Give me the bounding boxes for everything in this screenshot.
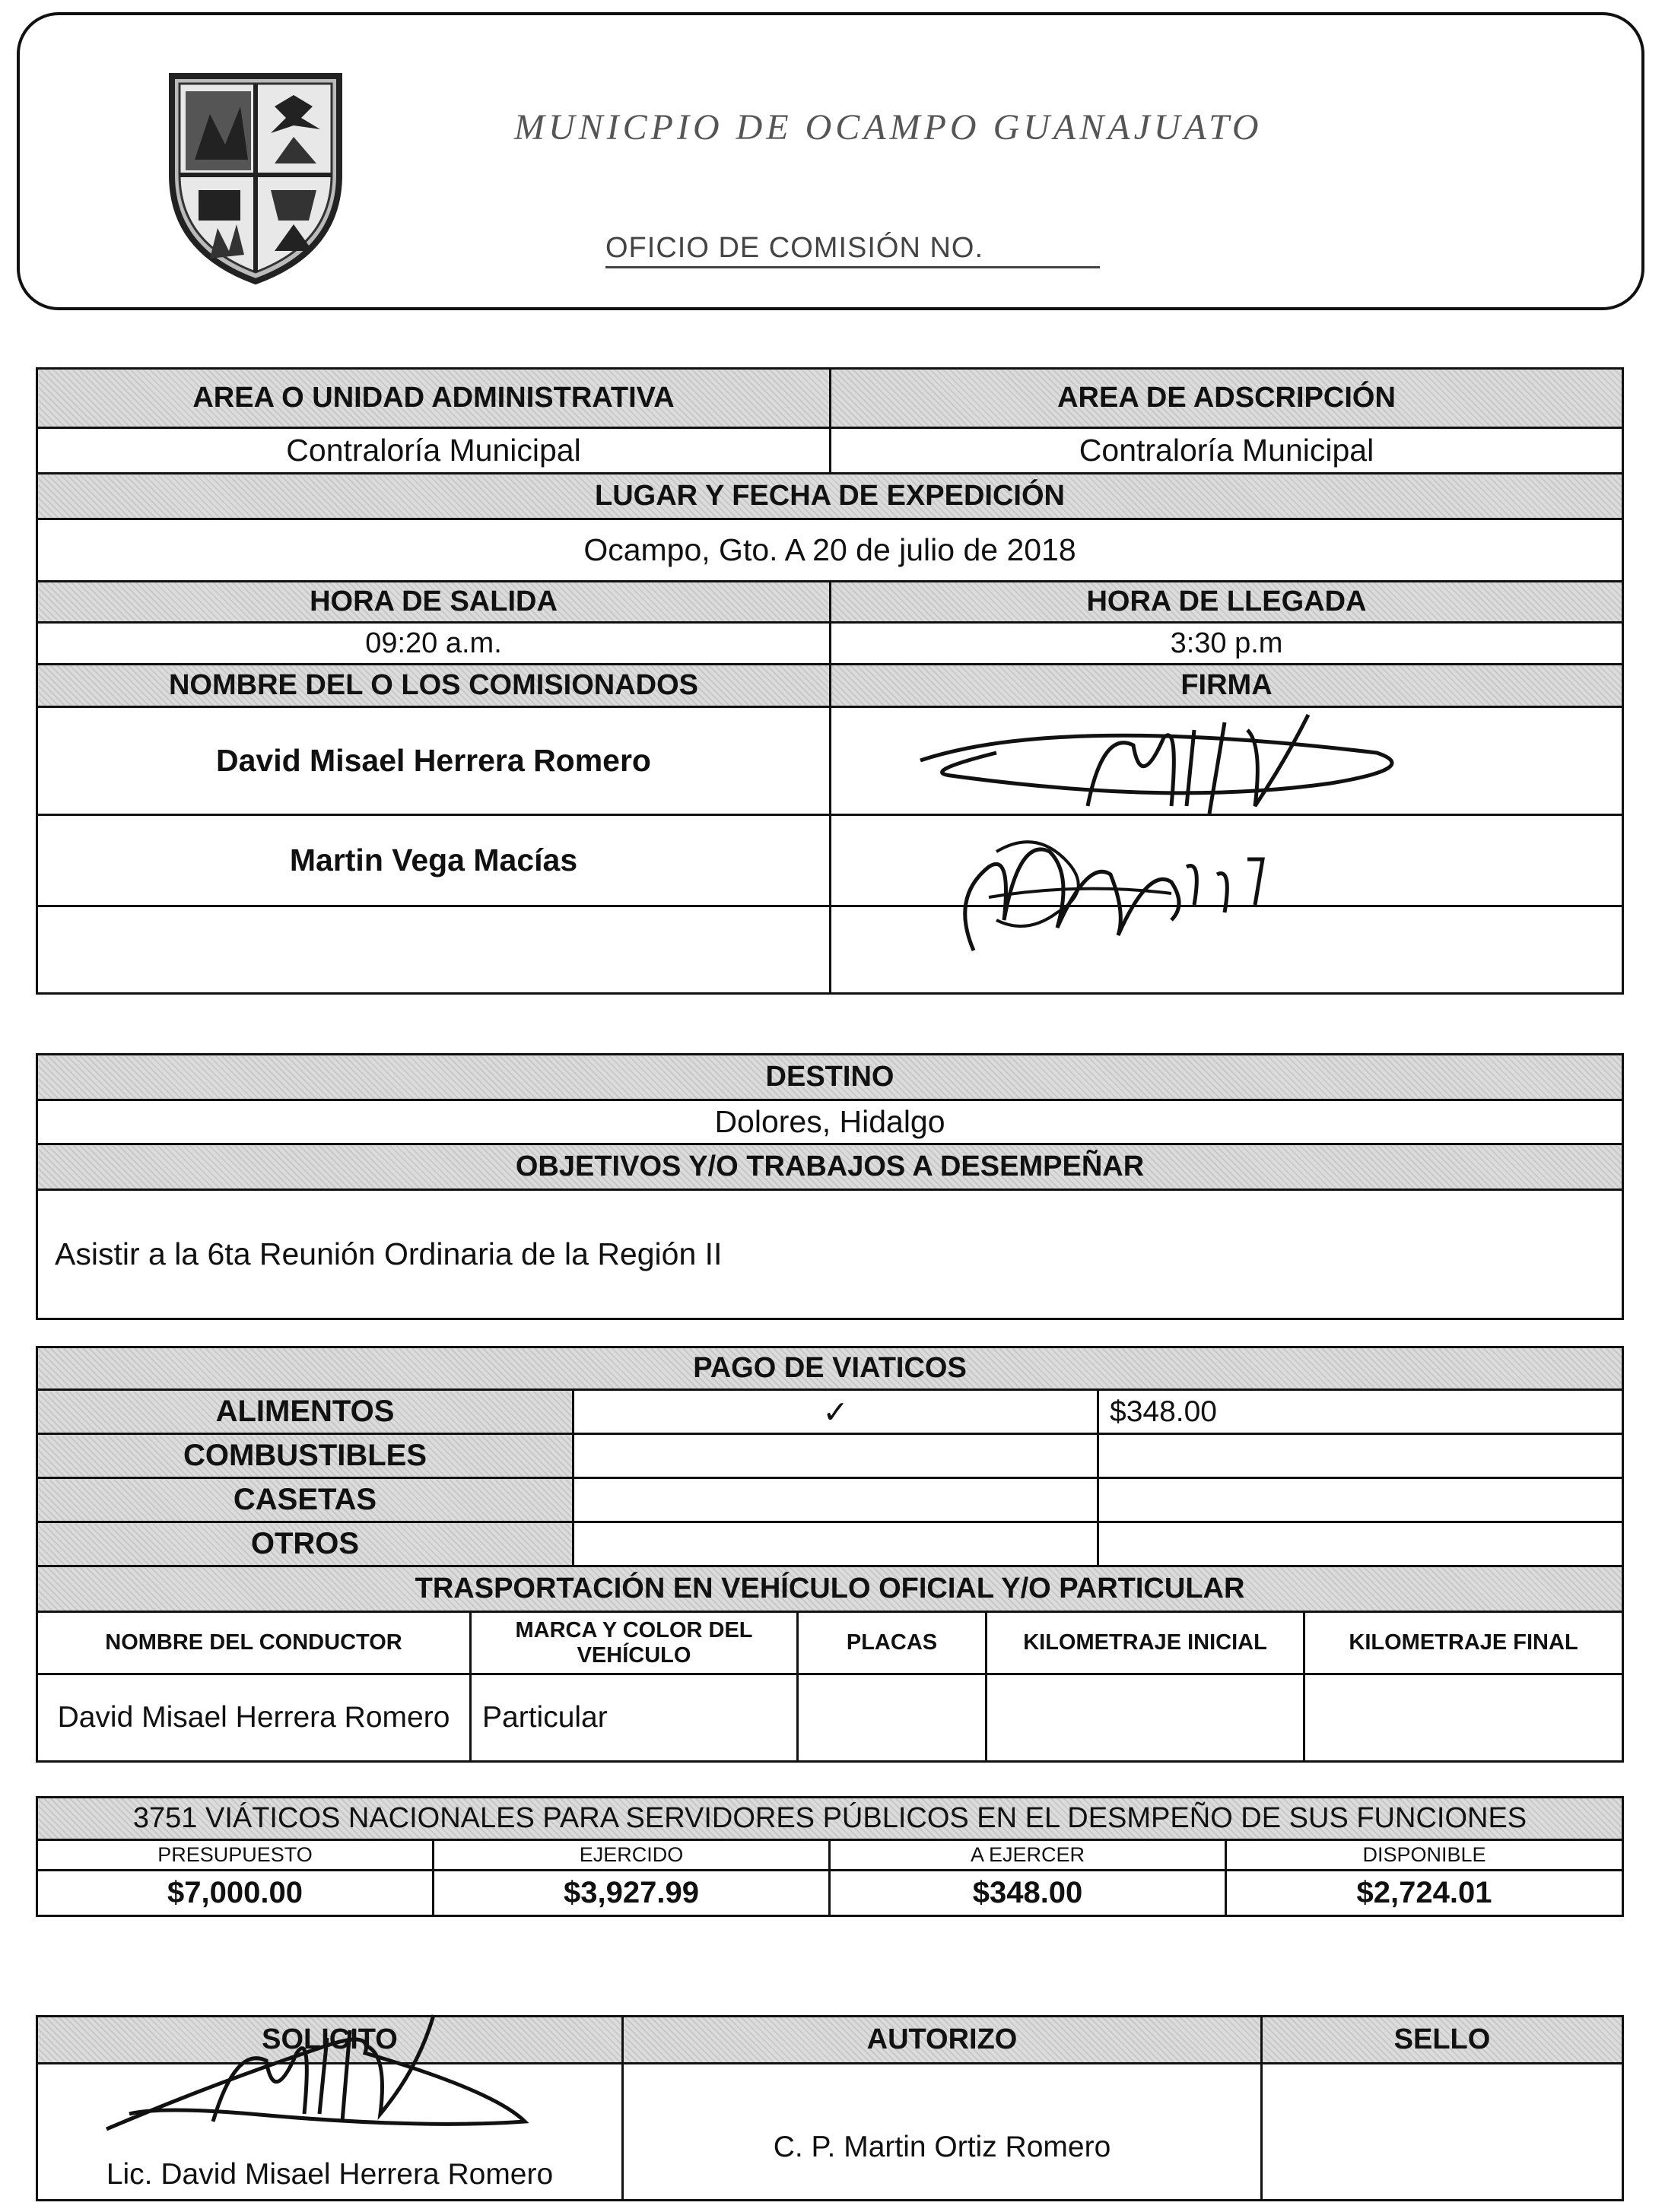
vehiculo-value: Particular: [471, 1674, 798, 1762]
pago-viaticos-label: PAGO DE VIATICOS: [37, 1347, 1623, 1390]
lugar-fecha-label: LUGAR Y FECHA DE EXPEDICIÓN: [37, 474, 1623, 519]
monto-value: [1098, 1522, 1623, 1566]
autorizo-label: AUTORIZO: [623, 2017, 1262, 2064]
col-a-ejercer: A EJERCER: [830, 1840, 1226, 1871]
transporte-table: [36, 1565, 1624, 1763]
ejercido-value: $3,927.99: [434, 1871, 830, 1916]
col-ejercido: EJERCIDO: [434, 1840, 830, 1871]
presupuesto-value: $7,000.00: [37, 1871, 434, 1916]
firmas-table: [36, 2015, 1624, 2201]
general-info-table: [36, 367, 1624, 995]
sello-cell: [1262, 2064, 1623, 2201]
monto-value: [1098, 1478, 1623, 1522]
col-km-inicial: KILOMETRAJE INICIAL: [987, 1612, 1304, 1674]
monto-value: [1098, 1434, 1623, 1478]
km-inicial-value: [987, 1674, 1304, 1762]
sello-label: SELLO: [1262, 2017, 1623, 2064]
col-placas: PLACAS: [798, 1612, 987, 1674]
col-conductor: NOMBRE DEL CONDUCTOR: [37, 1612, 471, 1674]
firma-cell: [831, 815, 1623, 906]
autorizo-name: C. P. Martin Ortiz Romero: [623, 2064, 1262, 2201]
solicito-label: SOLICITO: [37, 2017, 623, 2064]
concepto-label: ALIMENTOS: [37, 1390, 574, 1434]
monto-value: $348.00: [1098, 1390, 1623, 1434]
destino-table: [36, 1053, 1624, 1320]
col-disponible: DISPONIBLE: [1226, 1840, 1623, 1871]
disponible-value: $2,724.01: [1226, 1871, 1623, 1916]
header-box: [17, 12, 1644, 310]
hora-llegada-value: 3:30 p.m: [831, 623, 1623, 665]
municipality-title: MUNICPIO DE OCAMPO GUANAJUATO: [514, 107, 1263, 148]
firma-cell: [831, 707, 1623, 815]
check-cell: [574, 1522, 1098, 1566]
placas-value: [798, 1674, 987, 1762]
adscripcion-label: AREA DE ADSCRIPCIÓN: [831, 369, 1623, 428]
viaticos-table: [36, 1346, 1624, 1567]
col-km-final: KILOMETRAJE FINAL: [1304, 1612, 1623, 1674]
check-cell: [574, 1434, 1098, 1478]
area-value: Contraloría Municipal: [37, 428, 831, 474]
comisionados-label: NOMBRE DEL O LOS COMISIONADOS: [37, 665, 831, 707]
col-presupuesto: PRESUPUESTO: [37, 1840, 434, 1871]
a-ejercer-value: $348.00: [830, 1871, 1226, 1916]
conductor-value: David Misael Herrera Romero: [37, 1674, 471, 1762]
area-label: AREA O UNIDAD ADMINISTRATIVA: [37, 369, 831, 428]
adscripcion-value: Contraloría Municipal: [831, 428, 1623, 474]
concepto-label: CASETAS: [37, 1478, 574, 1522]
checkmark-icon: ✓: [574, 1390, 1098, 1434]
objetivos-value: Asistir a la 6ta Reunión Ordinaria de la Región II: [37, 1190, 1623, 1319]
km-final-value: [1304, 1674, 1623, 1762]
oficio-number-label: OFICIO DE COMISIÓN NO.: [605, 232, 984, 264]
destino-value: Dolores, Hidalgo: [37, 1100, 1623, 1144]
presupuesto-table: [36, 1796, 1624, 1917]
concepto-label: COMBUSTIBLES: [37, 1434, 574, 1478]
firma-label: FIRMA: [831, 665, 1623, 707]
comisionado-name: David Misael Herrera Romero: [37, 707, 831, 815]
transporte-label: TRASPORTACIÓN EN VEHÍCULO OFICIAL Y/O PARTICULAR: [37, 1566, 1623, 1612]
destino-label: DESTINO: [37, 1055, 1623, 1100]
hora-salida-value: 09:20 a.m.: [37, 623, 831, 665]
concepto-label: OTROS: [37, 1522, 574, 1566]
oficio-number-blank-line: [605, 266, 1100, 268]
lugar-fecha-value: Ocampo, Gto. A 20 de julio de 2018: [37, 519, 1623, 582]
check-cell: [574, 1478, 1098, 1522]
firma-cell: [831, 906, 1623, 994]
presupuesto-title: 3751 VIÁTICOS NACIONALES PARA SERVIDORES PÚBLICOS EN EL DESMPEÑO DE SUS FUNCIONES: [37, 1798, 1623, 1840]
hora-llegada-label: HORA DE LLEGADA: [831, 582, 1623, 623]
col-vehiculo: MARCA Y COLOR DEL VEHÍCULO: [471, 1612, 798, 1674]
coat-of-arms-logo: [141, 61, 370, 289]
hora-salida-label: HORA DE SALIDA: [37, 582, 831, 623]
comisionado-name: [37, 906, 831, 994]
comisionado-name: Martin Vega Macías: [37, 815, 831, 906]
solicito-name: Lic. David Misael Herrera Romero: [37, 2064, 623, 2201]
objetivos-label: OBJETIVOS Y/O TRABAJOS A DESEMPEÑAR: [37, 1144, 1623, 1190]
